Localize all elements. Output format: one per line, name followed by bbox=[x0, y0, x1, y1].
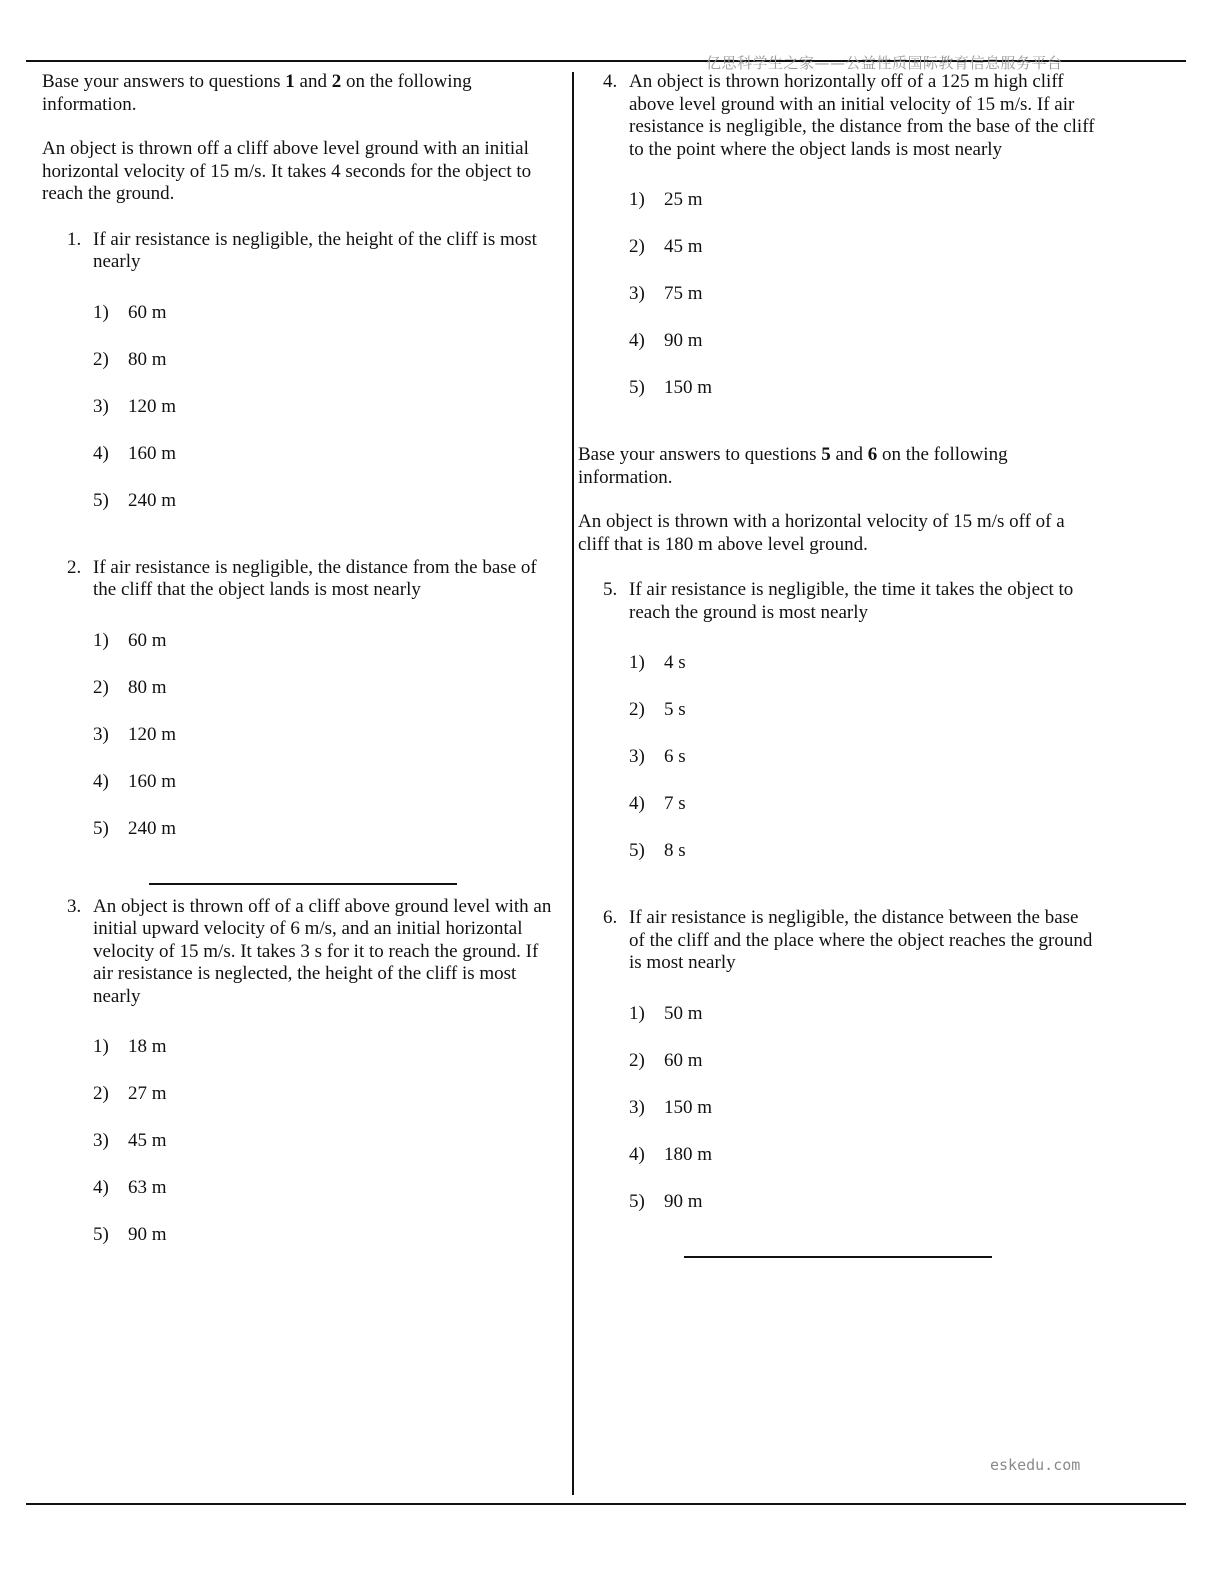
left-column bbox=[42, 71, 562, 1271]
answer-choice[interactable]: 1) 50 m bbox=[629, 1002, 703, 1024]
question-6 bbox=[578, 907, 1098, 975]
question-1 bbox=[42, 229, 562, 274]
question-text: If air resistance is negligible, the time it takes the object to reach the ground is most nearly bbox=[629, 579, 1074, 623]
answer-choice[interactable]: 1) 25 m bbox=[629, 189, 703, 210]
bottom-rule bbox=[26, 1503, 1186, 1505]
header-watermark: 亿思科学生之家——公益性质国际教育信息服务平台 bbox=[706, 54, 1063, 72]
choices-q2 bbox=[42, 630, 562, 865]
choices-q6 bbox=[578, 1003, 1098, 1238]
answer-choice[interactable]: 5) 240 m bbox=[93, 489, 177, 511]
answer-choice[interactable]: 3) 120 m bbox=[93, 395, 177, 417]
choices-q5 bbox=[578, 652, 1098, 887]
answer-choice[interactable]: 3) 120 m bbox=[93, 723, 177, 745]
question-text: An object is thrown off of a cliff above ground level with an initial upward velocity of 6 m/s, and an initial horizontal velocity of 15 m/s. It takes 3 s for it to reach the ground. If air resistance is neglected, the height of the cliff is most nearly bbox=[93, 895, 552, 1007]
answer-choice[interactable]: 4) 7 s bbox=[629, 793, 686, 814]
footer-site-mark: eskedu.com bbox=[990, 1456, 1081, 1474]
question-4 bbox=[578, 71, 1098, 161]
answer-choice[interactable]: 1) 60 m bbox=[93, 629, 167, 651]
choices-q1 bbox=[42, 302, 562, 537]
question-text: If air resistance is negligible, the height of the cliff is most nearly bbox=[93, 228, 537, 272]
answer-choice[interactable]: 2) 80 m bbox=[93, 676, 167, 698]
question-number: 3. bbox=[67, 895, 82, 917]
question-2 bbox=[42, 557, 562, 602]
question-number: 1. bbox=[67, 228, 82, 250]
answer-choice[interactable]: 2) 5 s bbox=[629, 699, 686, 720]
question-number: 2. bbox=[67, 556, 82, 578]
answer-choice[interactable]: 5) 240 m bbox=[93, 817, 177, 839]
answer-choice[interactable]: 5) 150 m bbox=[629, 377, 713, 398]
column-divider bbox=[572, 72, 574, 1495]
answer-choice[interactable]: 4) 90 m bbox=[629, 330, 703, 351]
section-separator bbox=[684, 1256, 992, 1258]
answer-choice[interactable]: 3) 6 s bbox=[629, 746, 686, 767]
question-5 bbox=[578, 579, 1098, 624]
choices-q4 bbox=[578, 189, 1098, 424]
answer-choice[interactable]: 3) 45 m bbox=[93, 1130, 167, 1151]
answer-choice[interactable]: 5) 8 s bbox=[629, 840, 686, 861]
answer-choice[interactable]: 1) 4 s bbox=[629, 652, 686, 673]
answer-choice[interactable]: 5) 90 m bbox=[93, 1224, 167, 1245]
question-text: If air resistance is negligible, the distance between the base of the cliff and the place where the object reaches the ground is most nearly bbox=[629, 907, 1093, 973]
answer-choice[interactable]: 4) 63 m bbox=[93, 1177, 167, 1198]
question-text: An object is thrown horizontally off of a 125 m high cliff above level ground with an initial velocity of 15 m/s. If air resistance is negligible, the distance from the base of the cliff to the point where the object lands is most nearly bbox=[629, 71, 1095, 160]
answer-choice[interactable]: 3) 150 m bbox=[629, 1096, 713, 1118]
answer-choice[interactable]: 3) 75 m bbox=[629, 283, 703, 304]
answer-choice[interactable]: 2) 60 m bbox=[629, 1049, 703, 1071]
answer-choice[interactable]: 2) 27 m bbox=[93, 1083, 167, 1104]
choices-q3 bbox=[42, 1036, 562, 1271]
answer-choice[interactable]: 2) 45 m bbox=[629, 236, 703, 257]
answer-choice[interactable]: 5) 90 m bbox=[629, 1190, 703, 1212]
question-number: 6. bbox=[603, 907, 618, 928]
intro-q5-q6: Base your answers to questions 5 and 6 on the following information. bbox=[578, 444, 1008, 488]
scenario-q5-q6: An object is thrown with a horizontal velocity of 15 m/s off of a cliff that is 180 m above level ground. bbox=[578, 511, 1065, 555]
question-number: 4. bbox=[603, 71, 618, 92]
question-text: If air resistance is negligible, the distance from the base of the cliff that the object lands is most nearly bbox=[93, 556, 537, 600]
intro-q1-q2: Base your answers to questions 1 and 2 on the following information. bbox=[42, 71, 472, 115]
answer-choice[interactable]: 4) 180 m bbox=[629, 1143, 713, 1165]
answer-choice[interactable]: 1) 60 m bbox=[93, 301, 167, 323]
right-column bbox=[578, 71, 1098, 1258]
question-3 bbox=[42, 896, 562, 1009]
question-number: 5. bbox=[603, 579, 618, 600]
answer-choice[interactable]: 4) 160 m bbox=[93, 442, 177, 464]
scenario-q1-q2: An object is thrown off a cliff above level ground with an initial horizontal velocity of 15 m/s. It takes 4 seconds for the object to reach the ground. bbox=[42, 138, 532, 204]
answer-choice[interactable]: 1) 18 m bbox=[93, 1036, 167, 1057]
answer-choice[interactable]: 4) 160 m bbox=[93, 770, 177, 792]
answer-choice[interactable]: 2) 80 m bbox=[93, 348, 167, 370]
